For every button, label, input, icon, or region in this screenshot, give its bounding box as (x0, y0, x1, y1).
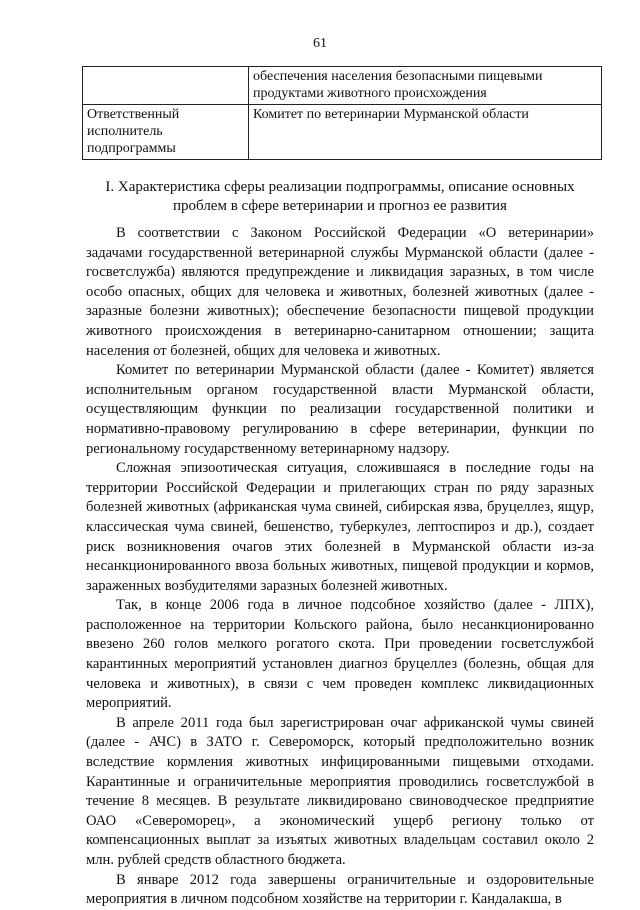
paragraph: В соответствии с Законом Российской Федерации «О ветеринарии» задачами государственной ветеринарной службы Мурманской области (далее - госветслужба) являются предупреждение и ликвидация заразных, в том числе особо опасных, общих для человека и животных, болезней животных (далее - заразные болезни животных); обеспечение безопасности пищевой продукции животного происхождения в ветеринарно-санитарном отношении; защита населения от болезней, общих для человека и животных. (86, 225, 594, 359)
table-cell-value: обеспечения населения безопасными пищевыми продуктами животного происхождения (249, 67, 602, 105)
document-body (86, 224, 594, 910)
section-heading: I. Характеристика сферы реализации подпрограммы, описание основных проблем в сфере ветеринарии и прогноз ее развития (105, 179, 575, 214)
table-row (83, 67, 602, 105)
subprogram-passport-table (82, 66, 602, 160)
page-number: 61 (313, 36, 327, 51)
paragraph: В апреле 2011 года был зарегистрирован очаг африканской чумы свиней (далее - АЧС) в ЗАТО г. Североморск, который предположительно возник вследствие кормления животных инфицированными пищевыми отходами. Карантинные и ограничительные мероприятия проводились госветслужбой в течение 8 месяцев. В результате ликвидировано свиноводческое предприятие ОАО «Североморец», а экономический ущерб региону только от компенсационных выплат за изъятых животных владельцам составил около 2 млн. рублей средств областного бюджета. (86, 714, 594, 868)
paragraph: Комитет по ветеринарии Мурманской области (далее - Комитет) является исполнительным органом государственной власти Мурманской области, осуществляющим функции по реализации государственной политики и нормативно-правовому регулированию в сфере ветеринарии, функции по региональному государственному ветеринарному надзору. (86, 362, 594, 457)
table-cell-value: Комитет по ветеринарии Мурманской области (249, 105, 602, 160)
paragraph: Так, в конце 2006 года в личное подсобное хозяйство (далее - ЛПХ), расположенное на территории Кольского района, было несанкционированно ввезено 260 голов мелкого рогатого скота. При проведении госветслужбой карантинных мероприятий установлен диагноз бруцеллез (болезнь, общая для человека и животных), в связи с чем проведен комплекс ликвидационных мероприятий. (86, 597, 594, 712)
paragraph: В январе 2012 года завершены ограничительные и оздоровительные мероприятия в личном подсобном хозяйстве на территории г. Кандалакша, в (86, 871, 594, 908)
table-cell-label (83, 67, 249, 105)
paragraph: Сложная эпизоотическая ситуация, сложившаяся в последние годы на территории Российской Федерации и прилегающих стран по ряду заразных болезней животных (африканская чума свиней, сибирская язва, бруцеллез, ящур, классическая чума свиней, бешенство, туберкулез, лептоспироз и др.), создает риск возникновения очагов этих болезней в Мурманской области из-за несанкционированного ввоза больных животных, пищевой продукции и кормов, зараженных возбудителями заразных болезней животных. (86, 460, 594, 594)
table-row (83, 105, 602, 160)
table-cell-label: Ответственный исполнитель подпрограммы (83, 105, 249, 160)
